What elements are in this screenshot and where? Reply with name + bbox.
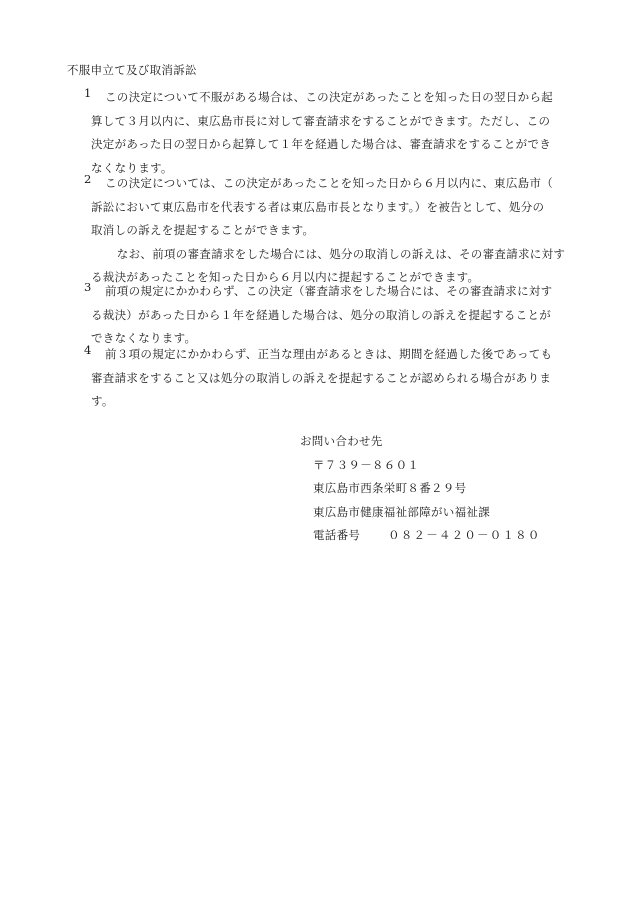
item-line: 算して３月以内に、東広島市長に対して審査請求をすることができます。ただし、この [91,113,551,128]
phone-label: 電話番号 [313,528,361,542]
contact-department: 東広島市健康福祉部障がい福祉課 [313,504,490,519]
item-line: 決定があった日の翌日から起算して１年を経過した場合は、審査請求をすることができ [91,137,552,151]
item-line: 審査請求をすること又は処分の取消しの訴えを提起することが認められる場合がありま [91,370,552,385]
contact-postal: 〒７３９－８６０１ [313,457,420,472]
item-number: 4 [84,343,92,357]
item-text [91,280,567,351]
item-line: る裁決）があった日から１年を経過した場合は、処分の取消しの訴えを提起することが [91,307,552,322]
contact-title: お問い合わせ先 [300,434,383,448]
item-line: この決定について不服がある場合は、この決定があったことを知った日の翌日から起 [105,90,554,104]
item-line: る裁決があったことを知った日から６月以内に提起することができます。 [91,270,480,284]
contact-block [300,430,600,548]
item-line: この決定については、この決定があったことを知った日から６月以内に、東広島市（ [105,176,554,190]
item-number: 3 [84,280,92,294]
item-line: できなくなります。 [91,331,197,345]
item-number: 2 [84,172,92,186]
phone-number: ０８２－４２０－０１８０ [388,528,541,542]
item-line: 前項の規定にかかわらず、この決定（審査請求をした場合には、その審査請求に対す [105,284,553,298]
item-line: 前３項の規定にかかわらず、正当な理由があるときは、期間を経過した後であっても [105,347,553,361]
item-line: なくなります。 [91,160,173,175]
item-line: なお、前項の審査請求をした場合には、処分の取消しの訴えは、その審査請求に対す [105,246,566,261]
item-text [91,343,567,414]
item-line: 取消しの訴えを提起することができます。 [91,223,315,237]
item-line: す。 [91,394,114,408]
item-text [91,86,567,180]
contact-phone [300,524,600,548]
item-text [91,172,567,290]
section-heading: 不服申立て及び取消訴訟 [67,63,197,77]
contact-address: 東広島市西条栄町８番２９号 [313,481,467,495]
item-line: 訴訟において東広島市を代表する者は東広島市長となります。）を被告として、処分の [91,199,545,214]
item-number: 1 [84,86,92,100]
